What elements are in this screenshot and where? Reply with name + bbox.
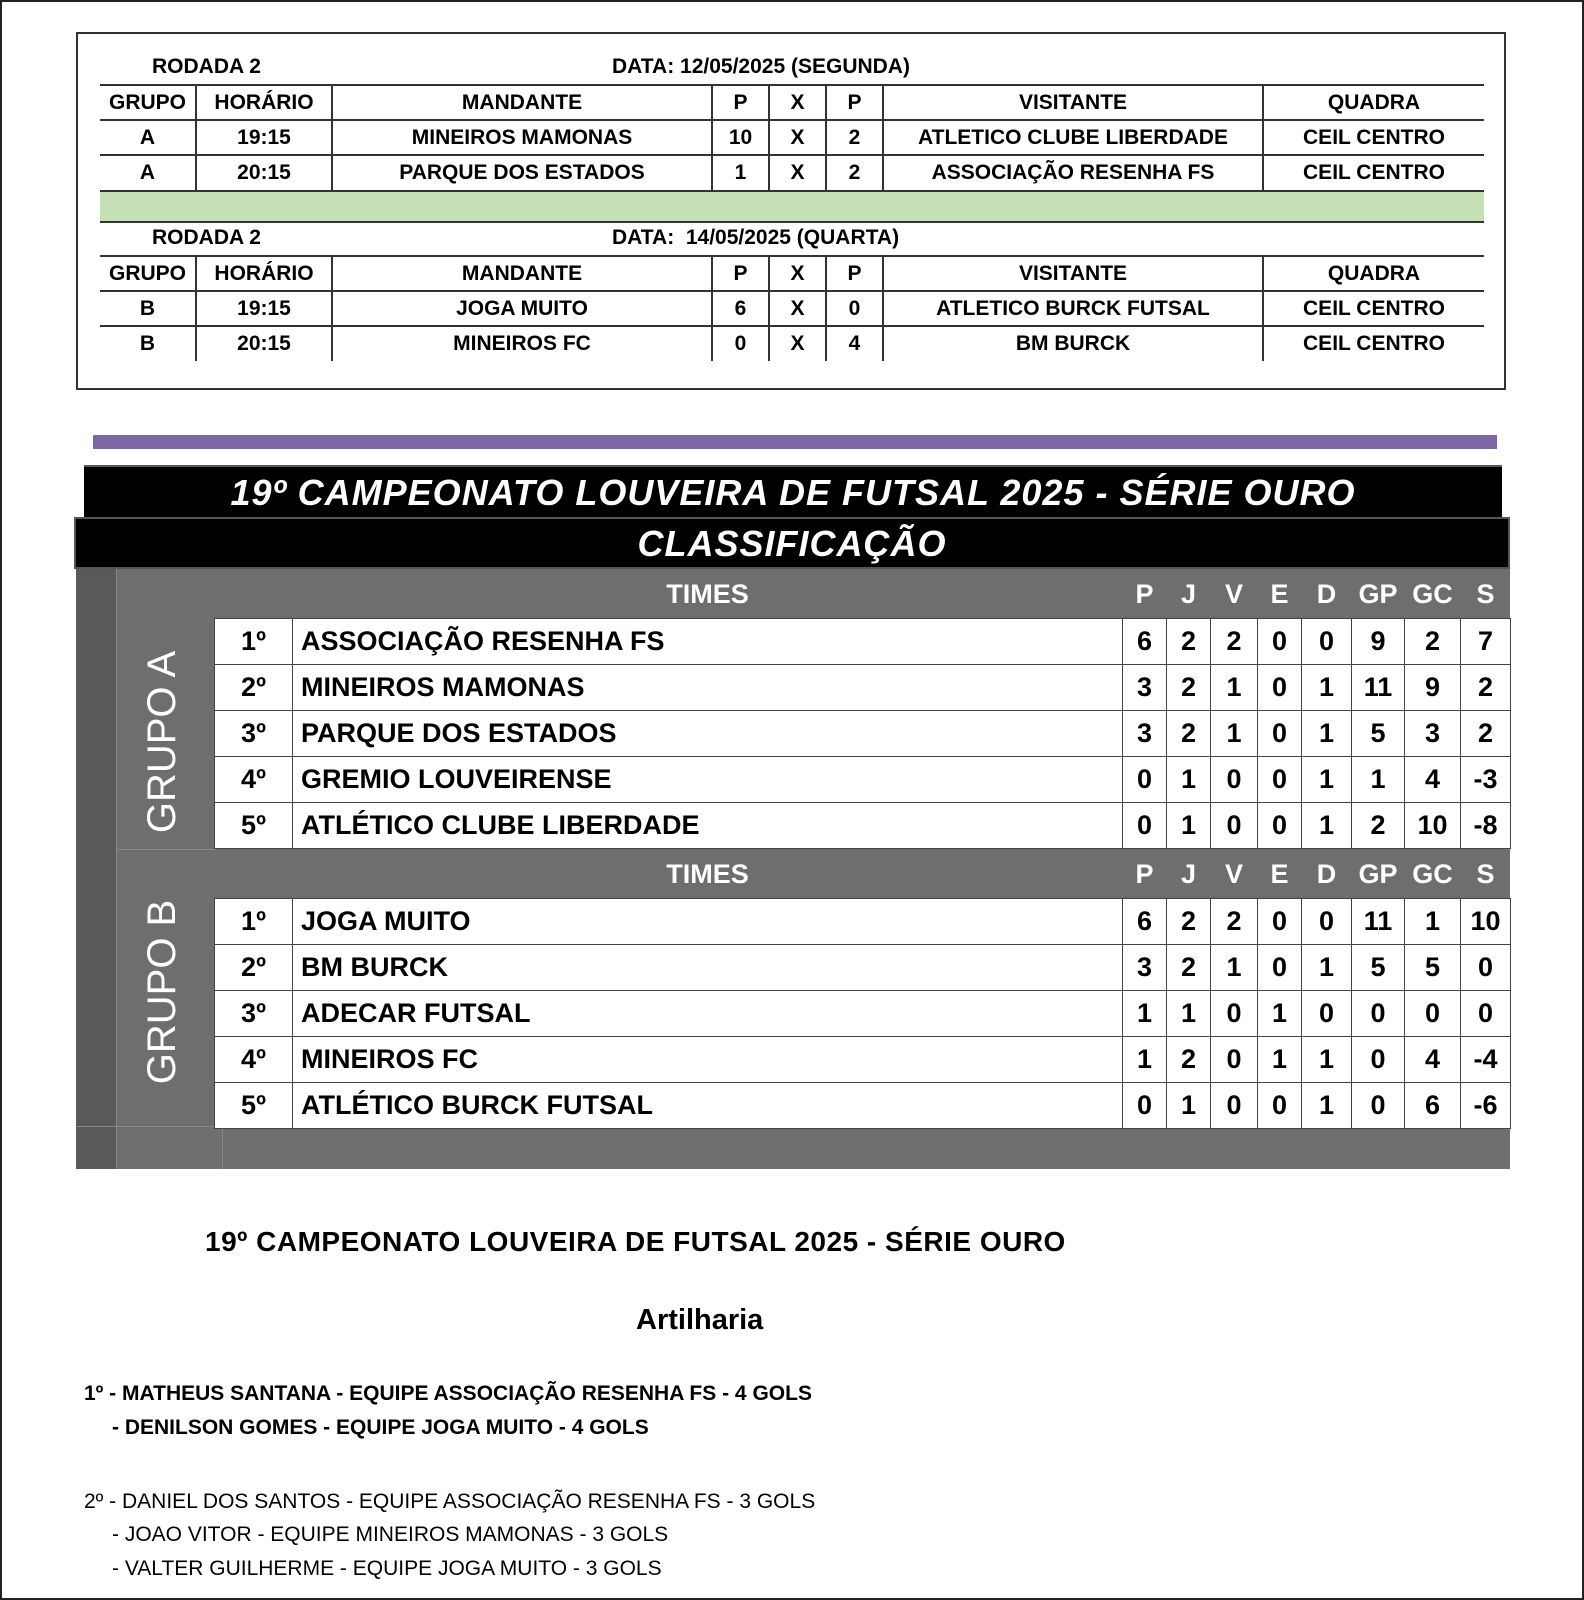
cell-v: 1 [1211,664,1258,710]
cell-e: 0 [1258,898,1302,944]
round-2-title [100,223,1484,255]
cell-v: 0 [1211,990,1258,1036]
header-e: E [1270,859,1289,890]
header-gc: GC [1412,859,1453,890]
scorer-line: - JOAO VITOR - EQUIPE MINEIROS MAMONAS - 3 GOLS [112,1523,669,1546]
cell-quadra: CEIL CENTRO [1263,155,1484,190]
cell-pos: 3º [215,710,293,756]
header-v: V [1224,579,1243,610]
cell-e: 0 [1258,618,1302,664]
classification-title: CLASSIFICAÇÃO [74,517,1510,569]
header-mandante: MANDANTE [332,256,712,291]
cell-gc: 5 [1405,944,1461,990]
header-p-home: P [712,256,769,291]
cell-e: 0 [1258,664,1302,710]
cell-j: 2 [1167,618,1211,664]
cell-j: 1 [1167,756,1211,802]
header-quadra: QUADRA [1263,256,1484,291]
cell-mandante: MINEIROS MAMONAS [332,120,712,155]
scorer-line: 2º - DANIEL DOS SANTOS - EQUIPE ASSOCIAÇÃO RESENHA FS - 3 GOLS [84,1490,816,1513]
cell-grupo: B [139,332,156,355]
cell-grupo: A [100,120,196,155]
cell-grupo: A [139,161,156,184]
cell-s: 7 [1461,618,1511,664]
cell-mandante: PARQUE DOS ESTADOS [332,155,712,190]
scorer-line: 1º - MATHEUS SANTANA - EQUIPE ASSOCIAÇÃO RESENHA FS - 4 GOLS [84,1382,812,1405]
cell-team: MINEIROS FC [293,1036,1123,1082]
table-row [215,756,1511,802]
cell-p: 0 [1123,802,1167,848]
cell-j: 1 [1167,1082,1211,1128]
cell-v: 1 [1211,710,1258,756]
cell-quadra: CEIL CENTRO [1263,120,1484,155]
cell-e: 0 [1258,944,1302,990]
header-p-away: P [826,85,883,120]
cell-team: MINEIROS MAMONAS [293,664,1123,710]
cell-v: 1 [1211,944,1258,990]
cell-s: -8 [1461,802,1511,848]
cell-gp: 1 [1352,756,1405,802]
cell-score-away: 0 [826,291,883,326]
round-2-date: DATA: 14/05/2025 (QUARTA) [612,226,900,249]
cell-j: 1 [1167,990,1211,1036]
cell-gc: 3 [1405,710,1461,756]
cell-d: 1 [1302,802,1352,848]
championship-title: 19º CAMPEONATO LOUVEIRA DE FUTSAL 2025 - SÉRIE OURO [84,465,1502,517]
cell-e: 1 [1258,1036,1302,1082]
header-j: J [1180,579,1197,610]
round-1-date: DATA: 12/05/2025 (SEGUNDA) [612,55,910,78]
cell-gc: 6 [1405,1082,1461,1128]
cell-team: ATLÉTICO BURCK FUTSAL [293,1082,1123,1128]
cell-j: 2 [1167,944,1211,990]
cell-gp: 0 [1352,1036,1405,1082]
cell-gp: 2 [1352,802,1405,848]
cell-e: 0 [1258,756,1302,802]
cell-s: 10 [1461,898,1511,944]
cell-gc: 0 [1405,990,1461,1036]
cell-score-home: 10 [712,120,769,155]
table-row [215,898,1511,944]
cell-v: 2 [1211,618,1258,664]
cell-horario: 20:15 [196,326,332,361]
header-grupo: GRUPO [100,85,196,120]
cell-horario: 20:15 [196,155,332,190]
cell-p: 3 [1123,664,1167,710]
cell-horario: 19:15 [196,291,332,326]
round-2-table [100,255,1484,361]
cell-d: 1 [1302,1082,1352,1128]
cell-p: 6 [1123,898,1167,944]
cell-quadra: CEIL CENTRO [1263,326,1484,361]
cell-e: 0 [1258,710,1302,756]
cell-s: -3 [1461,756,1511,802]
cell-team: ADECAR FUTSAL [293,990,1123,1036]
cell-gp: 11 [1352,664,1405,710]
bottom-column-divider [222,1126,223,1169]
cell-j: 2 [1167,898,1211,944]
schedule-box [76,32,1506,390]
cell-v: 0 [1211,1082,1258,1128]
round-1-title [100,52,1484,84]
header-gp: GP [1358,579,1398,610]
cell-s: -4 [1461,1036,1511,1082]
cell-x: X [769,120,826,155]
scorer-line: - VALTER GUILHERME - EQUIPE JOGA MUITO - 3 GOLS [112,1557,662,1580]
table-row [215,664,1511,710]
cell-pos: 1º [215,898,293,944]
cell-d: 1 [1302,664,1352,710]
cell-v: 2 [1211,898,1258,944]
round-2-label: RODADA 2 [152,226,261,249]
header-gp: GP [1358,859,1398,890]
cell-j: 2 [1167,664,1211,710]
cell-p: 1 [1123,990,1167,1036]
cell-gc: 10 [1405,802,1461,848]
cell-visitante: ATLETICO CLUBE LIBERDADE [883,120,1263,155]
header-gc: GC [1412,579,1453,610]
cell-x: X [769,291,826,326]
table-row [215,618,1511,664]
table-row [100,326,1484,361]
cell-e: 1 [1258,990,1302,1036]
header-horario: HORÁRIO [196,85,332,120]
header-p: P [1135,579,1154,610]
table-row [215,710,1511,756]
round-1-label: RODADA 2 [152,55,261,78]
cell-score-away: 2 [826,155,883,190]
header-times: TIMES [666,859,749,890]
group-a-label: GRUPO A [140,650,184,834]
header-times: TIMES [666,579,749,610]
group-b-standings-table [214,852,1511,1129]
header-d: D [1316,579,1337,610]
cell-score-away: 4 [826,326,883,361]
cell-v: 0 [1211,756,1258,802]
header-visitante: VISITANTE [883,256,1263,291]
cell-gp: 0 [1352,990,1405,1036]
cell-visitante: BM BURCK [883,326,1263,361]
purple-divider [93,435,1497,449]
cell-team: ATLÉTICO CLUBE LIBERDADE [293,802,1123,848]
cell-score-home: 0 [712,326,769,361]
cell-team: JOGA MUITO [293,898,1123,944]
cell-horario: 19:15 [196,120,332,155]
cell-pos: 2º [215,664,293,710]
header-j: J [1180,859,1197,890]
cell-x: X [769,155,826,190]
cell-pos: 4º [215,756,293,802]
cell-gc: 4 [1405,1036,1461,1082]
artilharia-heading: Artilharia [636,1304,764,1336]
header-s: S [1476,579,1495,610]
table-row [215,1036,1511,1082]
header-x: X [769,256,826,291]
cell-gp: 5 [1352,944,1405,990]
header-grupo: GRUPO [100,256,196,291]
standings-left-strip [76,569,116,1169]
cell-s: 0 [1461,990,1511,1036]
cell-gc: 1 [1405,898,1461,944]
header-p: P [1135,859,1154,890]
table-header-row [100,85,1484,120]
cell-d: 0 [1302,618,1352,664]
cell-j: 2 [1167,1036,1211,1082]
cell-visitante: ATLETICO BURCK FUTSAL [883,291,1263,326]
cell-s: 2 [1461,710,1511,756]
cell-grupo: B [100,291,196,326]
round-separator-band [100,190,1484,223]
cell-mandante: MINEIROS FC [332,326,712,361]
header-s: S [1476,859,1495,890]
header-x: X [769,85,826,120]
cell-e: 0 [1258,802,1302,848]
cell-x: X [769,326,826,361]
cell-s: 2 [1461,664,1511,710]
table-row [215,944,1511,990]
table-header-row [100,256,1484,291]
cell-p: 3 [1123,710,1167,756]
cell-pos: 1º [215,618,293,664]
table-row [215,990,1511,1036]
cell-gp: 5 [1352,710,1405,756]
cell-gp: 11 [1352,898,1405,944]
cell-pos: 5º [215,1082,293,1128]
header-blank [215,852,293,898]
table-header-row [215,852,1511,898]
artilharia-championship-title: 19º CAMPEONATO LOUVEIRA DE FUTSAL 2025 - SÉRIE OURO [205,1226,1066,1257]
cell-score-away: 2 [826,120,883,155]
cell-visitante: ASSOCIAÇÃO RESENHA FS [883,155,1263,190]
cell-v: 0 [1211,802,1258,848]
header-e: E [1270,579,1289,610]
table-row [100,291,1484,326]
cell-score-home: 1 [712,155,769,190]
header-p-away: P [826,256,883,291]
column-divider [116,569,117,1169]
cell-pos: 4º [215,1036,293,1082]
header-quadra: QUADRA [1263,85,1484,120]
cell-s: -6 [1461,1082,1511,1128]
header-mandante: MANDANTE [332,85,712,120]
cell-mandante: JOGA MUITO [332,291,712,326]
table-row [100,120,1484,155]
cell-e: 0 [1258,1082,1302,1128]
header-p-home: P [712,85,769,120]
schedule-inner [100,52,1484,361]
round-1-table [100,84,1484,190]
cell-d: 1 [1302,710,1352,756]
cell-gc: 9 [1405,664,1461,710]
cell-d: 1 [1302,1036,1352,1082]
cell-d: 1 [1302,756,1352,802]
cell-pos: 2º [215,944,293,990]
header-v: V [1224,859,1243,890]
header-visitante: VISITANTE [883,85,1263,120]
cell-team: PARQUE DOS ESTADOS [293,710,1123,756]
table-row [100,155,1484,190]
cell-p: 3 [1123,944,1167,990]
group-a-standings-table [214,572,1511,849]
cell-p: 1 [1123,1036,1167,1082]
table-row [215,1082,1511,1128]
cell-gp: 0 [1352,1082,1405,1128]
cell-quadra: CEIL CENTRO [1263,291,1484,326]
cell-v: 0 [1211,1036,1258,1082]
cell-gp: 9 [1352,618,1405,664]
cell-d: 0 [1302,990,1352,1036]
cell-p: 0 [1123,756,1167,802]
cell-gc: 2 [1405,618,1461,664]
cell-j: 2 [1167,710,1211,756]
cell-team: GREMIO LOUVEIRENSE [293,756,1123,802]
cell-s: 0 [1461,944,1511,990]
cell-pos: 5º [215,802,293,848]
scorer-line: - DENILSON GOMES - EQUIPE JOGA MUITO - 4 GOLS [112,1416,649,1439]
cell-d: 0 [1302,898,1352,944]
table-header-row [215,572,1511,618]
cell-gc: 4 [1405,756,1461,802]
cell-p: 0 [1123,1082,1167,1128]
cell-pos: 3º [215,990,293,1036]
cell-team: ASSOCIAÇÃO RESENHA FS [293,618,1123,664]
table-row [215,802,1511,848]
group-b-label: GRUPO B [140,899,184,1085]
header-blank [215,572,293,618]
cell-score-home: 6 [712,291,769,326]
cell-j: 1 [1167,802,1211,848]
header-horario: HORÁRIO [196,256,332,291]
header-d: D [1316,859,1337,890]
cell-team: BM BURCK [293,944,1123,990]
cell-p: 6 [1123,618,1167,664]
cell-d: 1 [1302,944,1352,990]
